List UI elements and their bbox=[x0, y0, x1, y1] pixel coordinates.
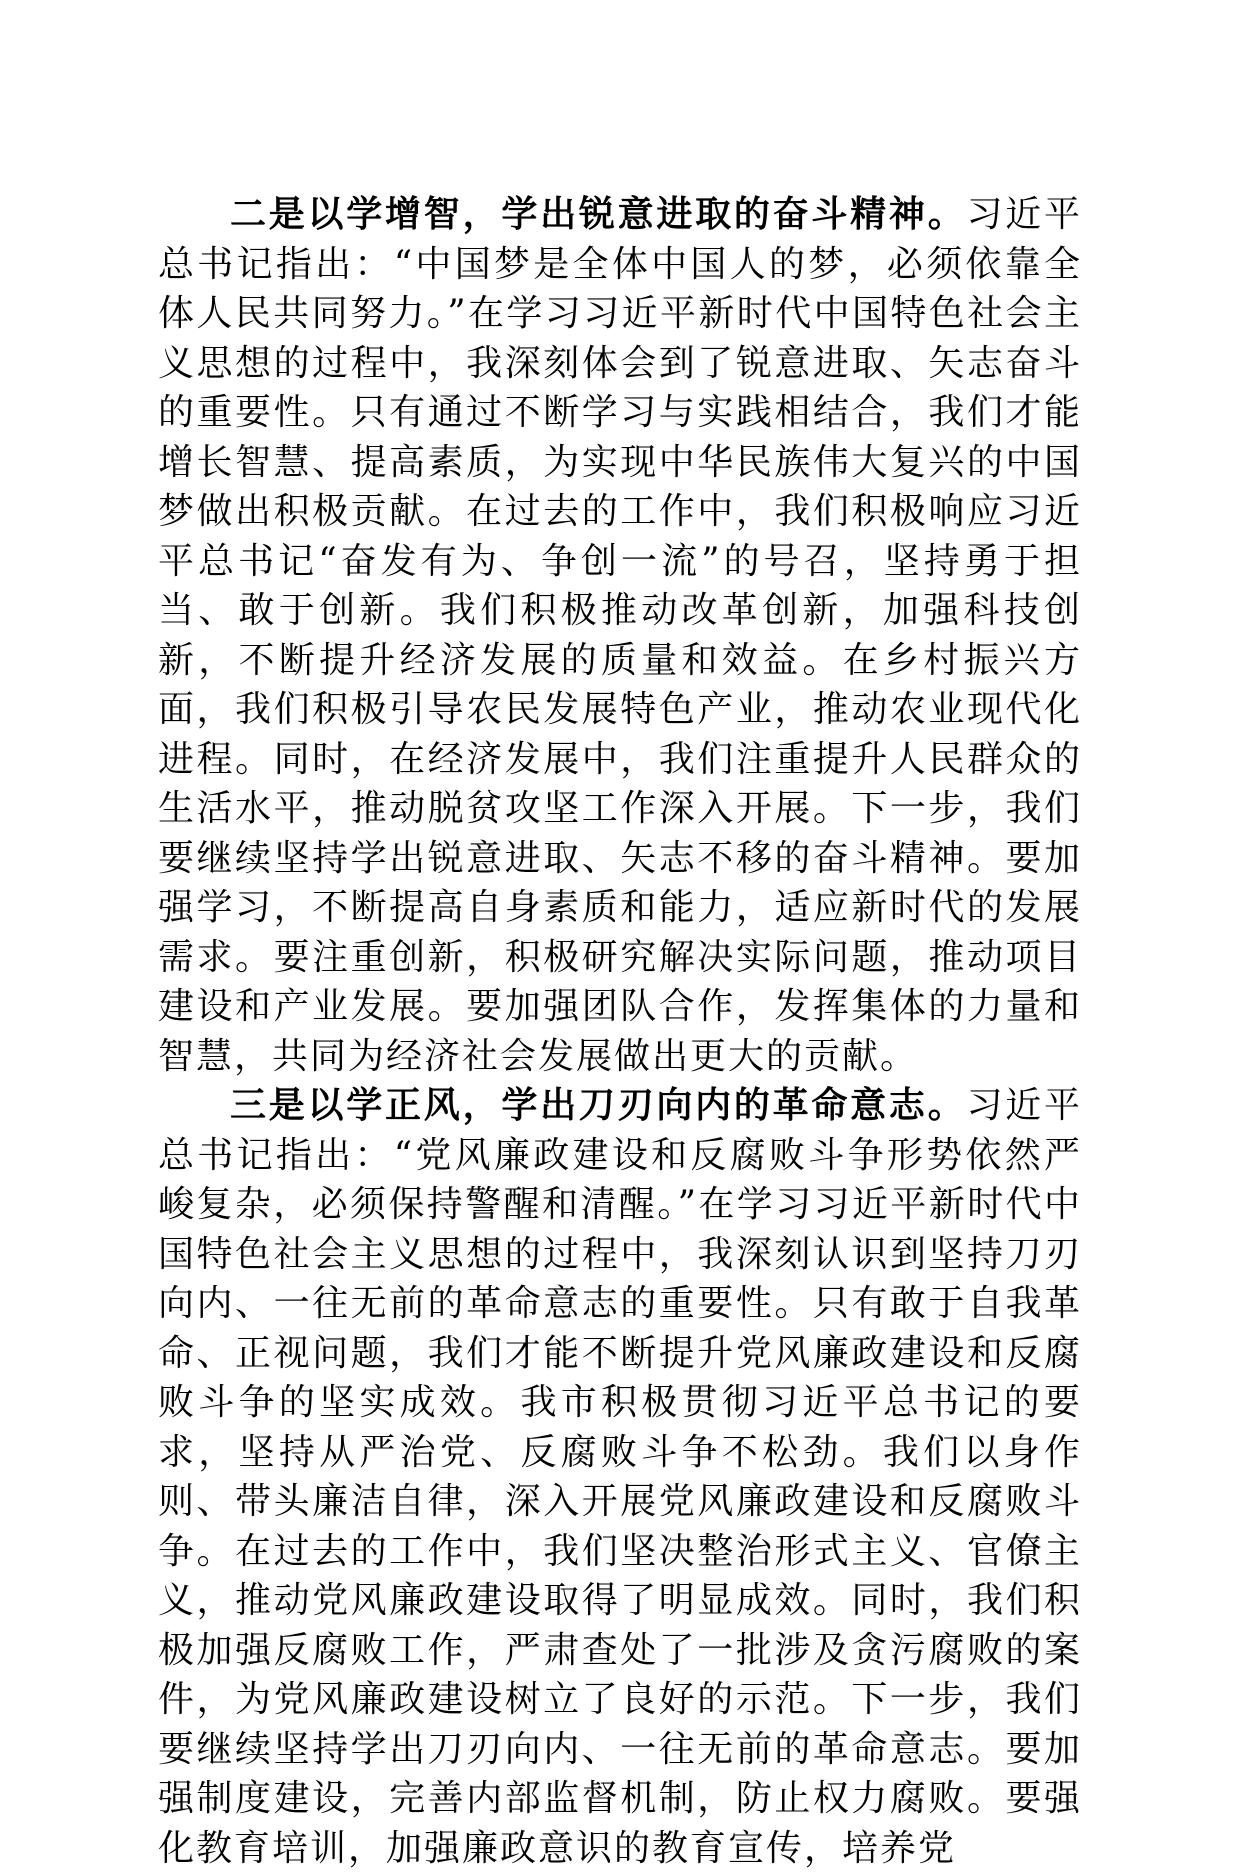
paragraph-text: 习近平总书记指出：“中国梦是全体中国人的梦，必须依靠全体人民共同努力。”在学习习近平新时代中国特色社会主义思想的过程中，我深刻体会到了锐意进取、矢志奋斗的重要性。只有通过不断学习与实践相结合，我们才能增长智慧、提高素质，为实现中华民族伟大复兴的中国梦做出积极贡献。在过去的工作中，我们积极响应习近平总书记“奋发有为、争创一流”的号召，坚持勇于担当、敢于创新。我们积极推动改革创新，加强科技创新，不断提升经济发展的质量和效益。在乡村振兴方面，我们积极引导农民发展特色产业，推动农业现代化进程。同时，在经济发展中，我们注重提升人民群众的生活水平，推动脱贫攻坚工作深入开展。下一步，我们要继续坚持学出锐意进取、矢志不移的奋斗精神。要加强学习，不断提高自身素质和能力，适应新时代的发展需求。要注重创新，积极研究解决实际问题，推动项目建设和产业发展。要加强团队合作，发挥集体的力量和智慧，共同为经济社会发展做出更大的贡献。 bbox=[158, 194, 1082, 1077]
paragraph-heading: 二是以学增智，学出锐意进取的奋斗精神。 bbox=[230, 194, 967, 235]
paragraph-learning-style bbox=[158, 1081, 1082, 1873]
paragraph-heading: 三是以学正风，学出刀刃向内的革命意志。 bbox=[230, 1085, 967, 1126]
document-body bbox=[158, 190, 1082, 1873]
paragraph-learning-wisdom bbox=[158, 190, 1082, 1081]
paragraph-text: 习近平总书记指出：“党风廉政建设和反腐败斗争形势依然严峻复杂，必须保持警醒和清醒。”在学习习近平新时代中国特色社会主义思想的过程中，我深刻认识到坚持刀刃向内、一往无前的革命意志的重要性。只有敢于自我革命、正视问题，我们才能不断提升党风廉政建设和反腐败斗争的坚实成效。我市积极贯彻习近平总书记的要求，坚持从严治党、反腐败斗争不松劲。我们以身作则、带头廉洁自律，深入开展党风廉政建设和反腐败斗争。在过去的工作中，我们坚决整治形式主义、官僚主义，推动党风廉政建设取得了明显成效。同时，我们积极加强反腐败工作，严肃查处了一批涉及贪污腐败的案件，为党风廉政建设树立了良好的示范。下一步，我们要继续坚持学出刀刃向内、一往无前的革命意志。要加强制度建设，完善内部监督机制，防止权力腐败。要强化教育培训，加强廉政意识的教育宣传，培养党 bbox=[158, 1085, 1082, 1869]
